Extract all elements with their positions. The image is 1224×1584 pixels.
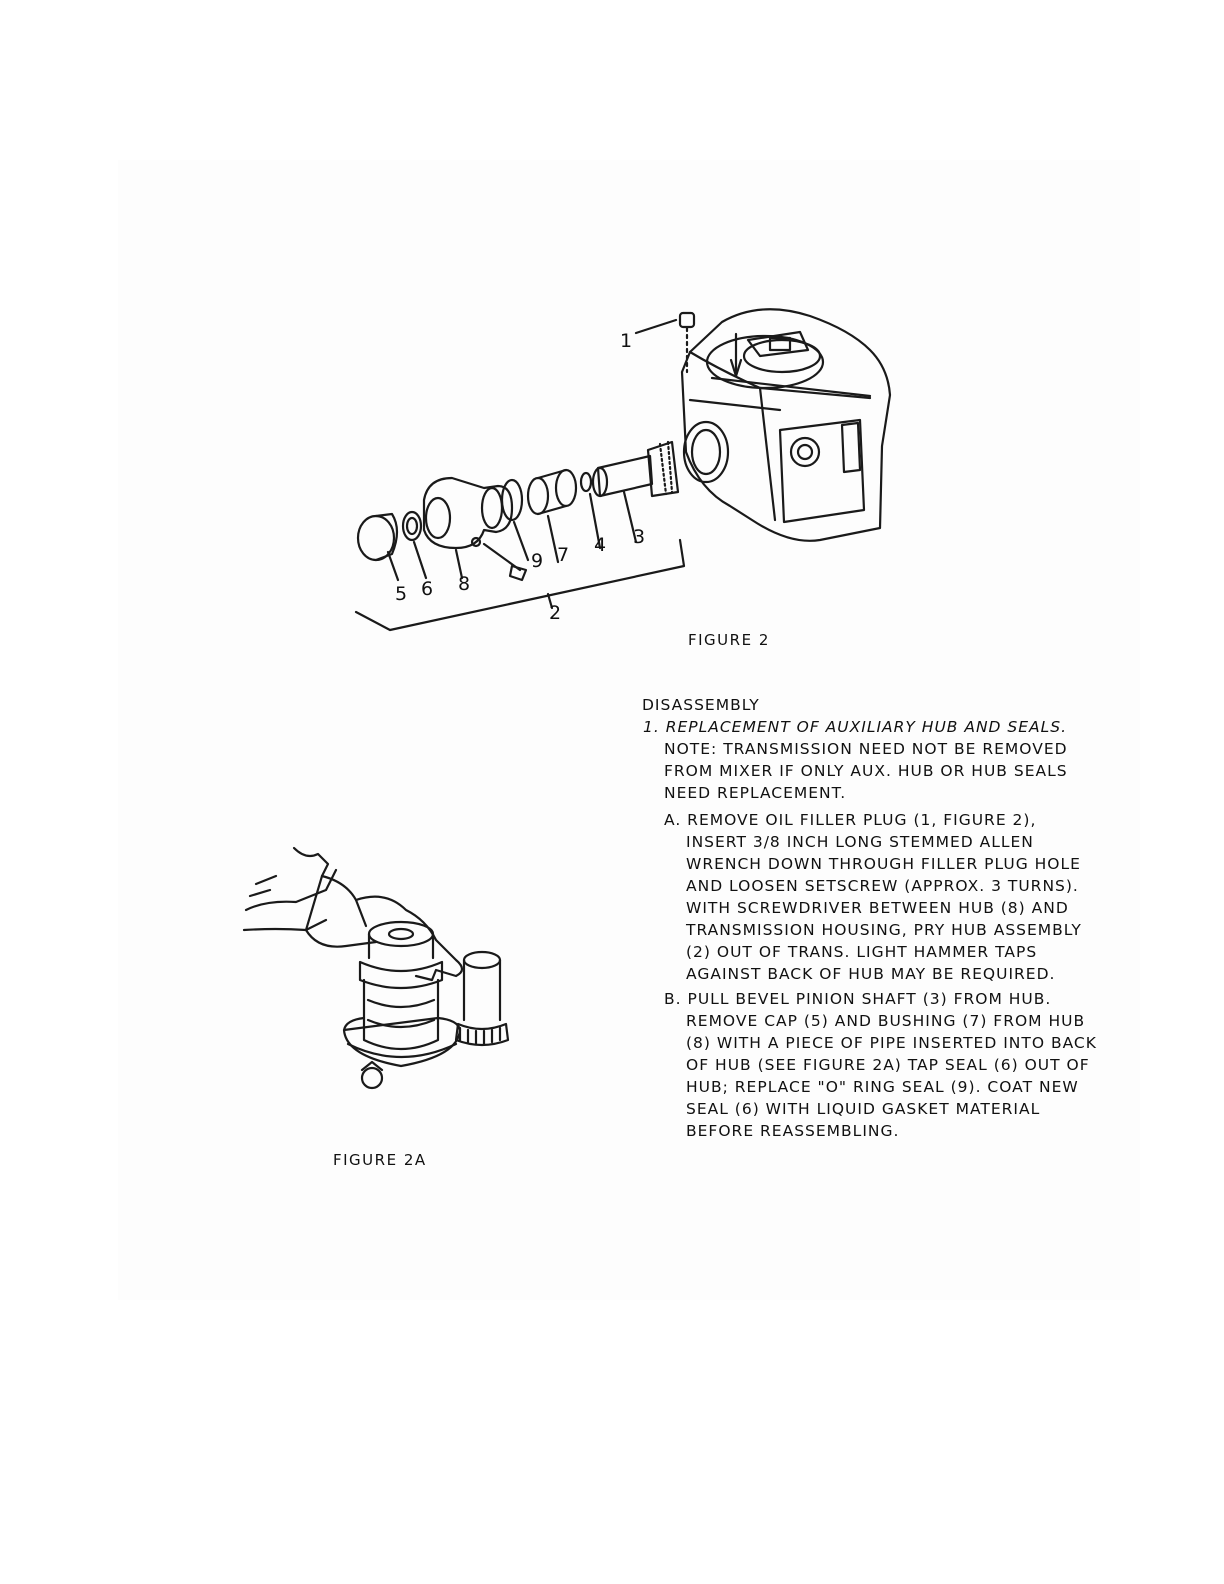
step-a-line: A. REMOVE OIL FILLER PLUG (1, FIGURE 2), [664,811,1037,829]
callout-5: 5 [395,583,408,605]
note-line: NOTE: TRANSMISSION NEED NOT BE REMOVED [664,740,1068,758]
step-b-line: SEAL (6) WITH LIQUID GASKET MATERIAL [686,1100,1041,1118]
auxiliary-hub-drawing [424,478,526,580]
figure-2a-drawing [236,830,536,1100]
step-b-line: B. PULL BEVEL PINION SHAFT (3) FROM HUB. [664,990,1052,1008]
callout-9: 9 [531,550,544,572]
bevel-pinion-shaft-drawing [593,442,678,496]
callout-2: 2 [549,602,562,624]
bushing-drawing [528,470,576,514]
step-a-line: WRENCH DOWN THROUGH FILLER PLUG HOLE [686,855,1081,873]
note-line: FROM MIXER IF ONLY AUX. HUB OR HUB SEALS [664,762,1068,780]
callout-7: 7 [557,544,570,566]
callout-8: 8 [458,573,471,595]
callout-3: 3 [633,526,646,548]
cap-drawing [358,514,397,560]
figure-2-exploded-drawing [0,0,1224,700]
note-line: NEED REPLACEMENT. [664,784,847,802]
section-heading: DISASSEMBLY [642,696,760,714]
snap-ring-drawing [581,473,591,491]
step-a-line: (2) OUT OF TRANS. LIGHT HAMMER TAPS [686,943,1038,961]
step-b-line: HUB; REPLACE "O" RING SEAL (9). COAT NEW [686,1078,1079,1096]
step-b-line: (8) WITH A PIECE OF PIPE INSERTED INTO BACK [686,1034,1097,1052]
step-b-line: BEFORE REASSEMBLING. [686,1122,900,1140]
step-b-line: OF HUB (SEE FIGURE 2A) TAP SEAL (6) OUT OF [686,1056,1090,1074]
transmission-housing-drawing [682,309,890,541]
step-b-line: REMOVE CAP (5) AND BUSHING (7) FROM HUB [686,1012,1086,1030]
figure-2-caption: FIGURE 2 [688,631,770,649]
step-a-line: WITH SCREWDRIVER BETWEEN HUB (8) AND [686,899,1069,917]
step-a-line: TRANSMISSION HOUSING, PRY HUB ASSEMBLY [686,921,1082,939]
step-a-line: INSERT 3/8 INCH LONG STEMMED ALLEN [686,833,1034,851]
seal-drawing [403,512,421,540]
figure-2a-caption: FIGURE 2A [333,1151,427,1169]
callout-1: 1 [620,330,633,352]
step-a-line: AND LOOSEN SETSCREW (APPROX. 3 TURNS). [686,877,1079,895]
step-a-line: AGAINST BACK OF HUB MAY BE REQUIRED. [686,965,1056,983]
callout-4: 4 [594,534,607,556]
callout-6: 6 [421,578,434,600]
step-1-title: 1. REPLACEMENT OF AUXILIARY HUB AND SEALS. [643,718,1068,736]
